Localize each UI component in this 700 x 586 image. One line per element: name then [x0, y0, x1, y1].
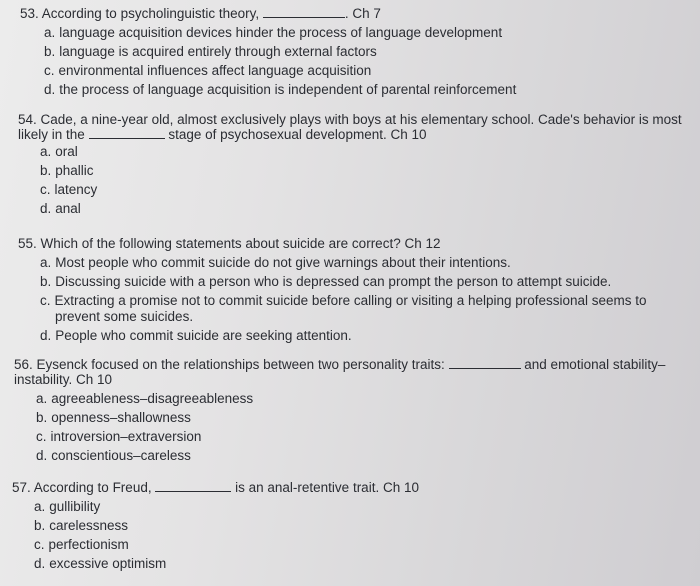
- question-55: [18, 234, 647, 345]
- question-57: [12, 478, 419, 573]
- option-a: a. agreeableness–disagreeableness: [36, 391, 254, 406]
- question-56-stem-line2: instability. Ch 10: [14, 372, 113, 387]
- question-57-stem: 57. According to Freud, is an anal-retentive trait. Ch 10: [12, 480, 419, 495]
- option-b: b. carelessness: [34, 518, 129, 533]
- answer-blank: [155, 479, 231, 492]
- option-b: b. openness–shallowness: [36, 410, 191, 425]
- option-b: b. phallic: [40, 163, 94, 178]
- question-53-stem: [20, 4, 516, 23]
- question-53-chapter: . Ch 7: [344, 6, 381, 21]
- option-a: a. Most people who commit suicide do not give warnings about their intentions.: [40, 255, 511, 270]
- option-d: d. People who commit suicide are seeking attention.: [40, 328, 352, 343]
- option-d: d. anal: [40, 201, 81, 216]
- answer-blank: [449, 356, 521, 369]
- option-d: d. the process of language acquisition is independent of parental reinforcement: [44, 82, 517, 97]
- option-c: c. perfectionism: [34, 537, 129, 552]
- option-a: a. gullibility: [34, 499, 101, 514]
- option-a: a. oral: [40, 144, 78, 159]
- option-c: c. environmental influences affect language acquisition: [44, 63, 372, 78]
- option-b: b. Discussing suicide with a person who is depressed can prompt the person to attempt suicide.: [40, 274, 612, 289]
- question-56: [14, 355, 665, 465]
- question-54-stem-line2: likely in the stage of psychosexual development. Ch 10: [18, 127, 427, 142]
- option-c: c. latency: [40, 182, 98, 197]
- question-56-stem: 56. Eysenck focused on the relationships between two personality traits: and emotional stability–: [14, 357, 666, 372]
- question-54: [18, 110, 682, 218]
- answer-blank: [263, 5, 345, 18]
- option-c-continued: prevent some suicides.: [55, 309, 194, 324]
- option-d: d. excessive optimism: [34, 556, 167, 571]
- question-55-stem: 55. Which of the following statements about suicide are correct? Ch 12: [18, 236, 441, 251]
- question-53-text: 53. According to psycholinguistic theory,: [20, 6, 260, 21]
- question-54-stem: 54. Cade, a nine-year old, almost exclusively plays with boys at his elementary school. Cade's behavior is most: [18, 112, 682, 127]
- option-c: c. Extracting a promise not to commit suicide before calling or visiting a helping professional seems to: [40, 293, 647, 308]
- option-b: b. language is acquired entirely through external factors: [44, 44, 377, 59]
- option-c: c. introversion–extraversion: [36, 429, 202, 444]
- answer-blank: [89, 126, 165, 139]
- option-a: a. language acquisition devices hinder the process of language development: [44, 25, 503, 40]
- question-53: [20, 4, 516, 99]
- option-d: d. conscientious–careless: [36, 448, 191, 463]
